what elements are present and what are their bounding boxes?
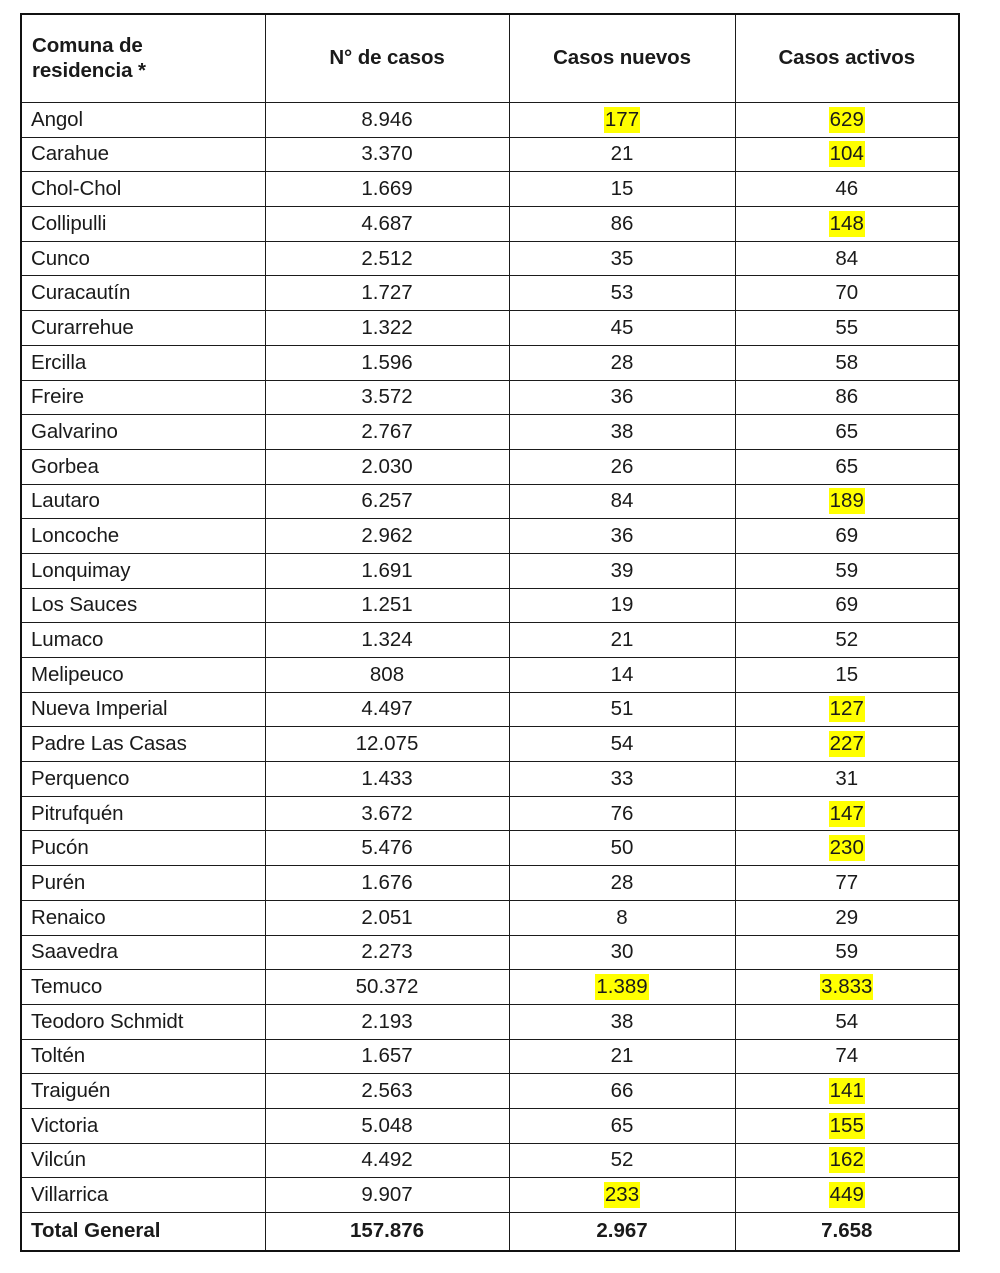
cell-total-casos: 1.251 xyxy=(265,588,509,623)
cell-total-casos: 1.324 xyxy=(265,623,509,658)
table-row xyxy=(21,415,959,450)
cell-casos-activos: 65 xyxy=(735,415,959,450)
highlight-mark: 1.389 xyxy=(596,974,648,998)
total-row-total-casos: 157.876 xyxy=(265,1213,509,1251)
cell-casos-activos xyxy=(735,1178,959,1213)
cell-casos-activos: 59 xyxy=(735,935,959,970)
table-row xyxy=(21,935,959,970)
cell-casos-activos: 77 xyxy=(735,866,959,901)
cell-casos-nuevos: 21 xyxy=(509,1039,735,1074)
cell-total-casos: 9.907 xyxy=(265,1178,509,1213)
cell-comuna: Gorbea xyxy=(21,449,265,484)
cell-casos-activos xyxy=(735,137,959,172)
cell-comuna: Purén xyxy=(21,866,265,901)
highlight-mark: 104 xyxy=(829,142,864,166)
cases-by-comuna-table xyxy=(20,13,960,1252)
table-row xyxy=(21,1074,959,1109)
table-body xyxy=(21,103,959,1213)
total-row xyxy=(21,1213,959,1251)
cell-total-casos: 2.051 xyxy=(265,900,509,935)
cell-comuna: Padre Las Casas xyxy=(21,727,265,762)
cell-comuna: Angol xyxy=(21,103,265,138)
cell-casos-nuevos: 52 xyxy=(509,1143,735,1178)
cell-casos-activos: 52 xyxy=(735,623,959,658)
cell-comuna: Pucón xyxy=(21,831,265,866)
cell-casos-nuevos: 21 xyxy=(509,137,735,172)
cell-total-casos: 2.767 xyxy=(265,415,509,450)
total-row-casos-nuevos: 2.967 xyxy=(509,1213,735,1251)
cell-casos-activos: 31 xyxy=(735,762,959,797)
highlight-mark: 449 xyxy=(829,1183,864,1207)
cell-casos-activos: 69 xyxy=(735,519,959,554)
cell-total-casos: 1.676 xyxy=(265,866,509,901)
cell-total-casos: 808 xyxy=(265,658,509,693)
highlight-mark: 189 xyxy=(829,489,864,513)
cell-comuna: Perquenco xyxy=(21,762,265,797)
cell-comuna: Curarrehue xyxy=(21,311,265,346)
cell-total-casos: 3.572 xyxy=(265,380,509,415)
cell-total-casos: 2.273 xyxy=(265,935,509,970)
cell-casos-nuevos xyxy=(509,103,735,138)
table-row xyxy=(21,207,959,242)
cell-casos-activos: 29 xyxy=(735,900,959,935)
table-row xyxy=(21,345,959,380)
cell-casos-activos xyxy=(735,207,959,242)
table-row xyxy=(21,658,959,693)
cell-casos-nuevos: 38 xyxy=(509,415,735,450)
highlight-mark: 230 xyxy=(829,836,864,860)
cell-comuna: Loncoche xyxy=(21,519,265,554)
cell-comuna: Curacautín xyxy=(21,276,265,311)
table-row xyxy=(21,1004,959,1039)
cell-casos-activos: 54 xyxy=(735,1004,959,1039)
highlight-mark: 233 xyxy=(604,1183,640,1207)
table-row xyxy=(21,762,959,797)
cell-casos-activos xyxy=(735,1074,959,1109)
cell-total-casos: 4.492 xyxy=(265,1143,509,1178)
cell-comuna: Temuco xyxy=(21,970,265,1005)
cell-casos-activos: 46 xyxy=(735,172,959,207)
table-row xyxy=(21,866,959,901)
cell-casos-activos: 69 xyxy=(735,588,959,623)
cell-total-casos: 4.687 xyxy=(265,207,509,242)
highlight-mark: 227 xyxy=(829,732,864,756)
cell-total-casos: 1.596 xyxy=(265,345,509,380)
cell-total-casos: 2.512 xyxy=(265,241,509,276)
cell-casos-nuevos: 35 xyxy=(509,241,735,276)
cell-casos-activos: 70 xyxy=(735,276,959,311)
table-row xyxy=(21,1108,959,1143)
table-row xyxy=(21,553,959,588)
cell-casos-nuevos: 15 xyxy=(509,172,735,207)
column-header-comuna-line2: residencia * xyxy=(32,58,146,82)
cell-casos-nuevos: 50 xyxy=(509,831,735,866)
cell-total-casos: 5.476 xyxy=(265,831,509,866)
table-row xyxy=(21,727,959,762)
cell-casos-nuevos: 65 xyxy=(509,1108,735,1143)
cell-comuna: Saavedra xyxy=(21,935,265,970)
table-row xyxy=(21,276,959,311)
cell-casos-activos xyxy=(735,727,959,762)
cell-casos-activos: 74 xyxy=(735,1039,959,1074)
cell-casos-activos xyxy=(735,484,959,519)
cell-comuna: Toltén xyxy=(21,1039,265,1074)
cell-casos-nuevos: 33 xyxy=(509,762,735,797)
cell-casos-nuevos xyxy=(509,970,735,1005)
cell-casos-activos xyxy=(735,103,959,138)
cell-total-casos: 2.193 xyxy=(265,1004,509,1039)
cell-comuna: Los Sauces xyxy=(21,588,265,623)
cell-casos-nuevos: 45 xyxy=(509,311,735,346)
cell-comuna: Ercilla xyxy=(21,345,265,380)
cell-total-casos: 12.075 xyxy=(265,727,509,762)
table-footer xyxy=(21,1213,959,1251)
cell-total-casos: 8.946 xyxy=(265,103,509,138)
cell-total-casos: 6.257 xyxy=(265,484,509,519)
cell-comuna: Teodoro Schmidt xyxy=(21,1004,265,1039)
cell-total-casos: 4.497 xyxy=(265,692,509,727)
cell-casos-activos: 65 xyxy=(735,449,959,484)
cell-total-casos: 5.048 xyxy=(265,1108,509,1143)
cell-total-casos: 1.322 xyxy=(265,311,509,346)
highlight-mark: 3.833 xyxy=(821,974,873,998)
cell-total-casos: 2.030 xyxy=(265,449,509,484)
cell-casos-nuevos: 28 xyxy=(509,345,735,380)
cell-comuna: Villarrica xyxy=(21,1178,265,1213)
cell-total-casos: 1.727 xyxy=(265,276,509,311)
cell-casos-activos: 86 xyxy=(735,380,959,415)
table-row xyxy=(21,484,959,519)
highlight-mark: 141 xyxy=(829,1079,864,1102)
table-row xyxy=(21,831,959,866)
cell-casos-nuevos: 66 xyxy=(509,1074,735,1109)
column-header-comuna xyxy=(21,14,265,103)
table-row xyxy=(21,692,959,727)
table-row xyxy=(21,519,959,554)
cell-total-casos: 3.672 xyxy=(265,796,509,831)
table-row xyxy=(21,1039,959,1074)
cell-comuna: Lumaco xyxy=(21,623,265,658)
cell-comuna: Traiguén xyxy=(21,1074,265,1109)
cell-total-casos: 1.433 xyxy=(265,762,509,797)
cell-casos-activos xyxy=(735,1108,959,1143)
cell-comuna: Lautaro xyxy=(21,484,265,519)
cell-casos-nuevos: 39 xyxy=(509,553,735,588)
cell-casos-nuevos: 36 xyxy=(509,380,735,415)
column-header-casos-nuevos: Casos nuevos xyxy=(509,14,735,103)
cell-casos-activos xyxy=(735,1143,959,1178)
cell-comuna: Chol-Chol xyxy=(21,172,265,207)
table-header xyxy=(21,14,959,103)
cell-total-casos: 2.962 xyxy=(265,519,509,554)
highlight-mark: 162 xyxy=(829,1148,864,1172)
cell-casos-activos xyxy=(735,831,959,866)
cell-casos-nuevos: 30 xyxy=(509,935,735,970)
cell-casos-nuevos: 21 xyxy=(509,623,735,658)
column-header-total-casos: N° de casos xyxy=(265,14,509,103)
cell-casos-nuevos: 53 xyxy=(509,276,735,311)
cell-casos-nuevos: 54 xyxy=(509,727,735,762)
cell-casos-activos xyxy=(735,970,959,1005)
cell-casos-activos: 59 xyxy=(735,553,959,588)
highlight-mark: 155 xyxy=(829,1113,864,1137)
cell-comuna: Nueva Imperial xyxy=(21,692,265,727)
cell-casos-nuevos: 8 xyxy=(509,900,735,935)
cell-casos-nuevos: 19 xyxy=(509,588,735,623)
cell-comuna: Freire xyxy=(21,380,265,415)
table-row xyxy=(21,900,959,935)
cell-casos-activos: 58 xyxy=(735,345,959,380)
cell-comuna: Collipulli xyxy=(21,207,265,242)
table-row xyxy=(21,380,959,415)
header-row xyxy=(21,14,959,103)
table-row xyxy=(21,137,959,172)
cell-total-casos: 3.370 xyxy=(265,137,509,172)
cell-casos-activos xyxy=(735,692,959,727)
cell-comuna: Vilcún xyxy=(21,1143,265,1178)
cell-comuna: Galvarino xyxy=(21,415,265,450)
cell-casos-nuevos: 51 xyxy=(509,692,735,727)
table-row xyxy=(21,241,959,276)
table-row xyxy=(21,172,959,207)
cell-total-casos: 2.563 xyxy=(265,1074,509,1109)
cell-casos-nuevos: 26 xyxy=(509,449,735,484)
column-header-comuna-line1: Comuna de xyxy=(32,34,143,58)
column-header-casos-activos: Casos activos xyxy=(735,14,959,103)
table-row xyxy=(21,588,959,623)
cell-comuna: Melipeuco xyxy=(21,658,265,693)
cell-casos-activos: 55 xyxy=(735,311,959,346)
cell-comuna: Lonquimay xyxy=(21,553,265,588)
cell-casos-activos: 84 xyxy=(735,241,959,276)
table-row xyxy=(21,1178,959,1213)
cases-table-container xyxy=(20,13,958,1252)
cell-comuna: Carahue xyxy=(21,137,265,172)
highlight-mark: 629 xyxy=(829,107,864,131)
cell-total-casos: 1.691 xyxy=(265,553,509,588)
table-row xyxy=(21,796,959,831)
cell-casos-nuevos: 76 xyxy=(509,796,735,831)
cell-comuna: Renaico xyxy=(21,900,265,935)
table-row xyxy=(21,623,959,658)
cell-casos-nuevos: 36 xyxy=(509,519,735,554)
cell-casos-nuevos: 86 xyxy=(509,207,735,242)
total-row-label: Total General xyxy=(21,1213,265,1251)
cell-comuna: Victoria xyxy=(21,1108,265,1143)
cell-total-casos: 1.657 xyxy=(265,1039,509,1074)
cell-casos-activos xyxy=(735,796,959,831)
highlight-mark: 127 xyxy=(829,697,864,721)
table-row xyxy=(21,970,959,1005)
cell-casos-nuevos: 14 xyxy=(509,658,735,693)
highlight-mark: 148 xyxy=(829,211,864,235)
cell-total-casos: 50.372 xyxy=(265,970,509,1005)
cell-total-casos: 1.669 xyxy=(265,172,509,207)
highlight-mark: 147 xyxy=(829,801,864,825)
highlight-mark: 177 xyxy=(604,107,640,131)
cell-casos-nuevos: 38 xyxy=(509,1004,735,1039)
cell-casos-nuevos: 28 xyxy=(509,866,735,901)
table-row xyxy=(21,103,959,138)
cell-casos-activos: 15 xyxy=(735,658,959,693)
cell-casos-nuevos: 84 xyxy=(509,484,735,519)
total-row-casos-activos: 7.658 xyxy=(735,1213,959,1251)
table-row xyxy=(21,449,959,484)
cell-comuna: Cunco xyxy=(21,241,265,276)
table-row xyxy=(21,311,959,346)
cell-comuna: Pitrufquén xyxy=(21,796,265,831)
table-row xyxy=(21,1143,959,1178)
cell-casos-nuevos xyxy=(509,1178,735,1213)
